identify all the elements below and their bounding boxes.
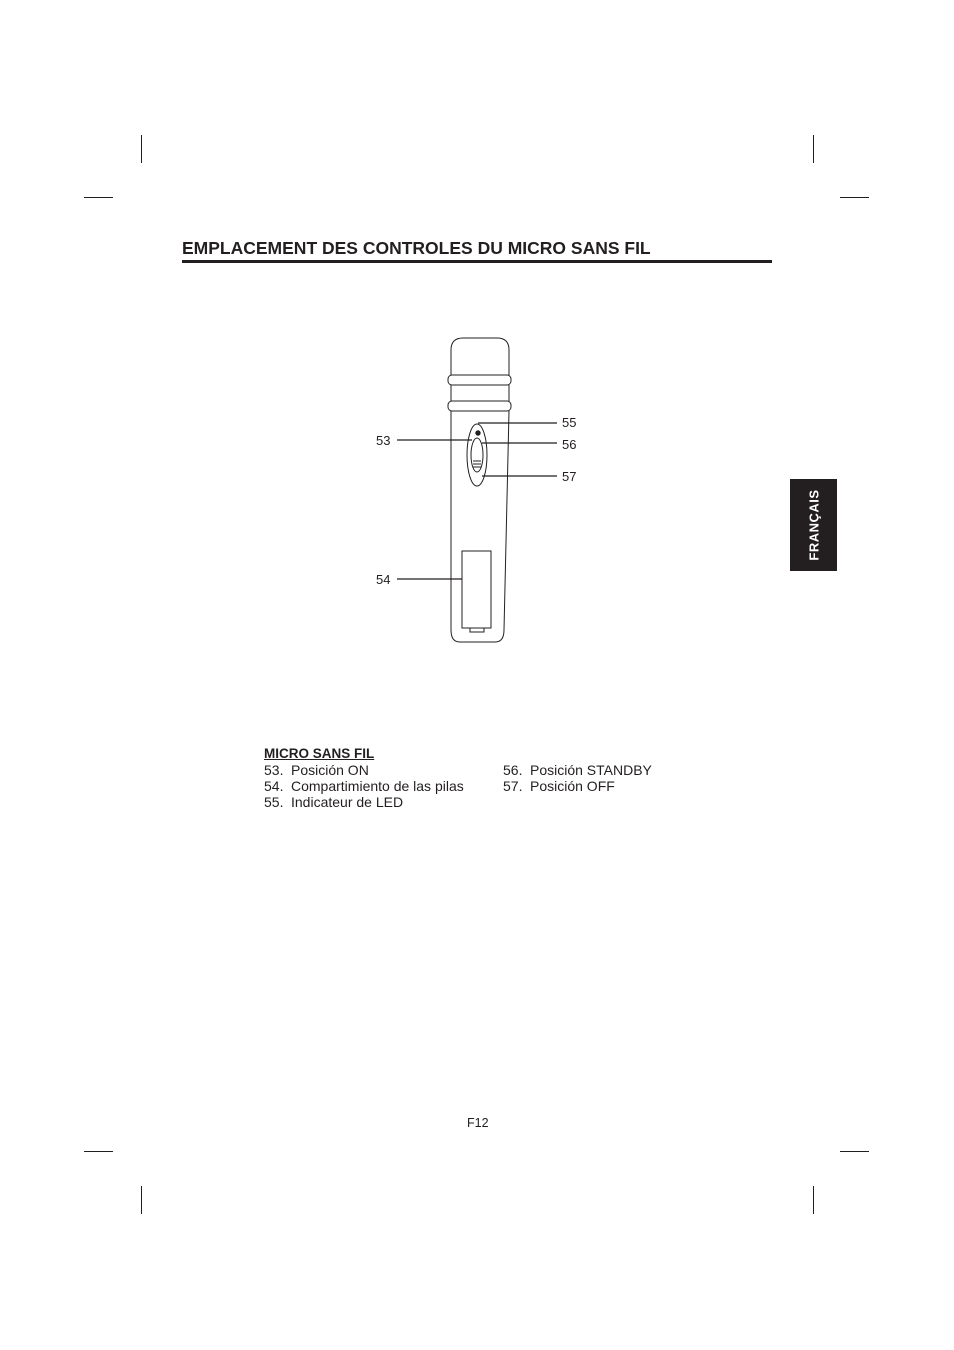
list-item: 53. Posición ON xyxy=(264,762,369,778)
battery-compartment xyxy=(462,551,491,628)
page-number: F12 xyxy=(467,1116,489,1130)
callout-57: 57 xyxy=(562,469,577,484)
callout-55: 55 xyxy=(562,415,577,430)
microphone-illustration xyxy=(448,338,511,642)
legend-column-left xyxy=(264,762,464,810)
page-title: EMPLACEMENT DES CONTROLES DU MICRO SANS FIL xyxy=(182,238,772,263)
legend xyxy=(264,746,652,810)
callout-54: 54 xyxy=(376,572,391,587)
mic-ring xyxy=(448,375,511,385)
led-dot xyxy=(476,431,480,435)
list-item: 54. Compartimiento de las pilas xyxy=(264,778,464,794)
mic-head xyxy=(451,338,509,375)
callout-56: 56 xyxy=(562,437,577,452)
legend-column-right xyxy=(503,762,652,794)
list-item: 55. Indicateur de LED xyxy=(264,794,404,810)
callout-53: 53 xyxy=(376,433,391,448)
list-item: 57. Posición OFF xyxy=(503,778,615,794)
language-tab-label: FRANÇAIS xyxy=(806,489,821,561)
mic-handle xyxy=(451,411,509,642)
legend-heading: MICRO SANS FIL xyxy=(264,746,375,761)
list-item: 56. Posición STANDBY xyxy=(503,762,652,778)
mic-ring xyxy=(448,401,511,411)
